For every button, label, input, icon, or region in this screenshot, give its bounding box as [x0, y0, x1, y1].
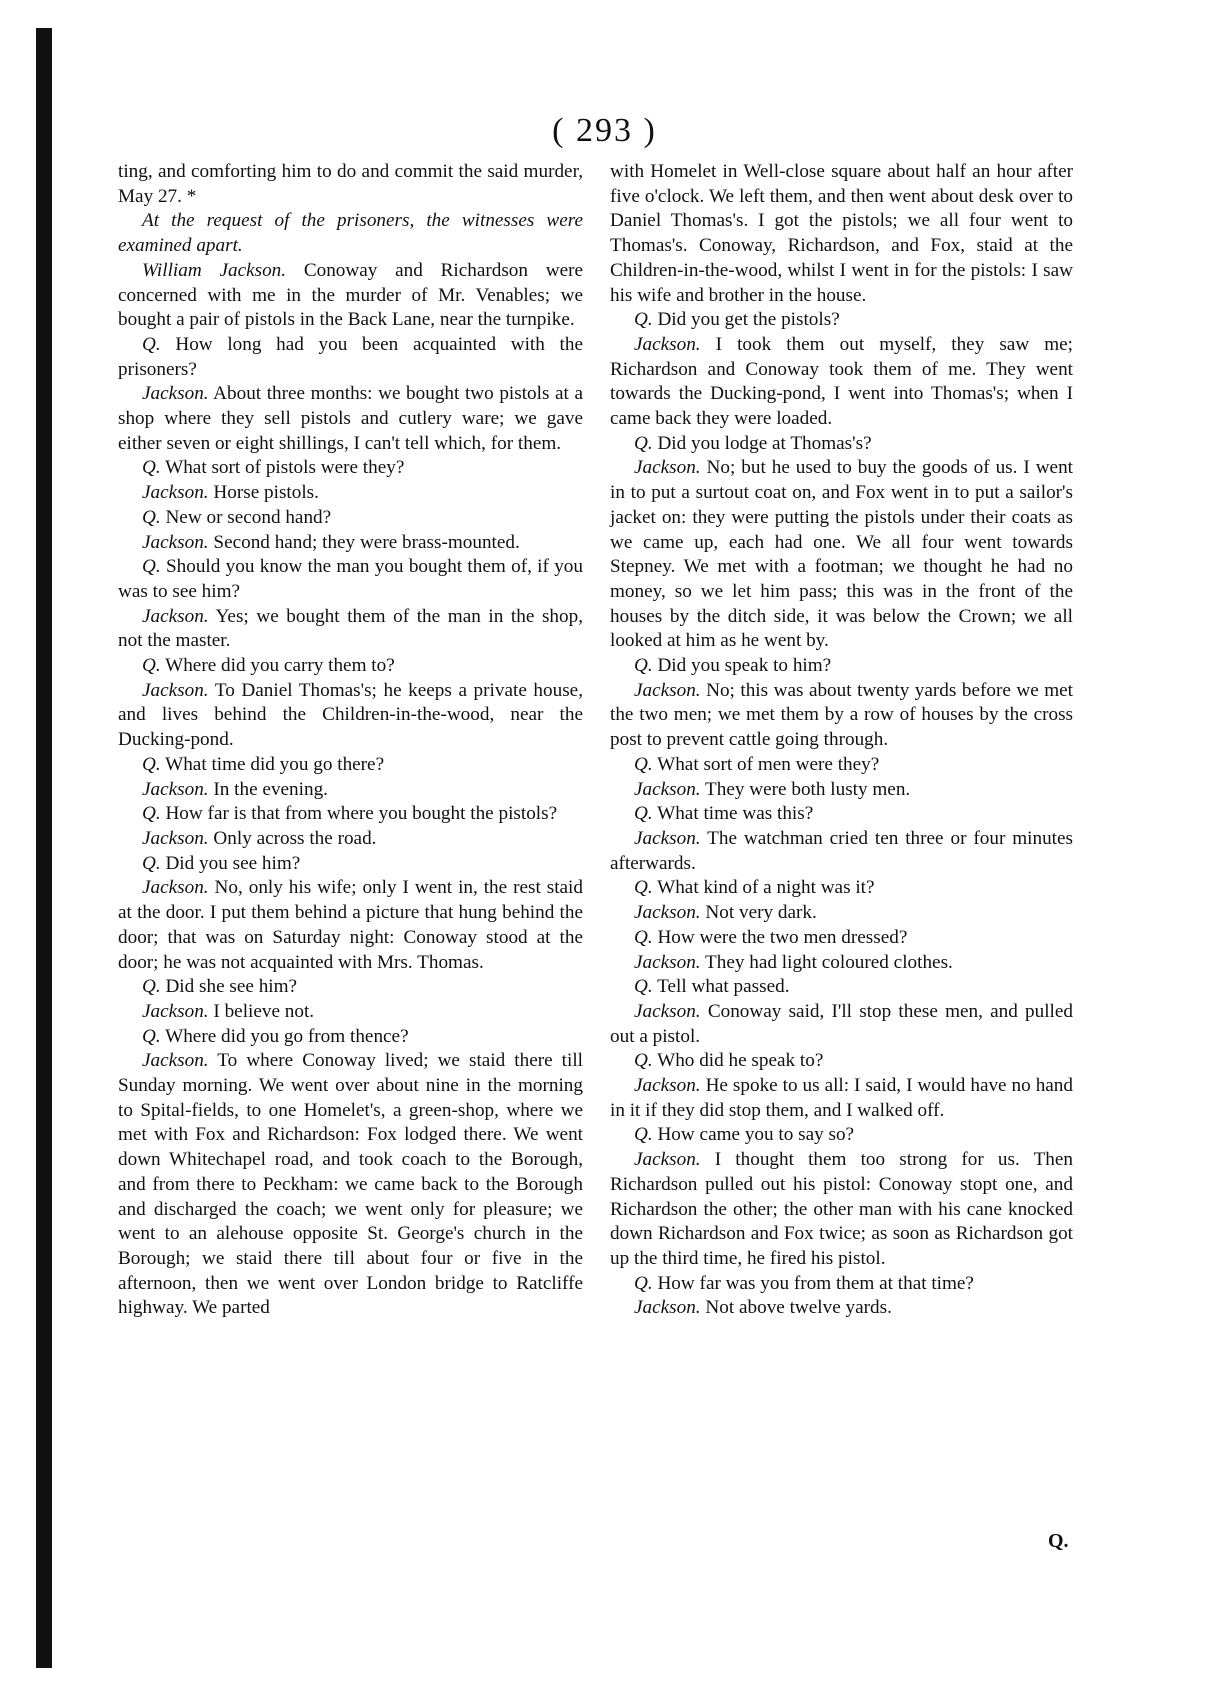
- paragraph-text: To where Conoway lived; we staid there till Sunday morning. We went over about nine in the morning to Spital-fields, to one Homelet's, a green-shop, where we met with Fox and Richardson: Fox lodged there. We went down Whitechapel road, and took coach to the Borough, and from there to Peckham: we came back to the Borough and discharged the coach; we went only for pleasure; we went to an alehouse opposite St. George's church in the Borough; we staid there till about four or five in the afternoon, then we went over London bridge to Ratcliffe highway. We parted: [118, 1050, 583, 1319]
- paragraph-text: Only across the road.: [208, 827, 377, 849]
- speaker-label: Jackson.: [142, 679, 209, 701]
- speaker-label: Jackson.: [634, 778, 701, 800]
- paragraph: [610, 1296, 1073, 1321]
- paragraph: [118, 456, 583, 481]
- paragraph: [118, 1049, 583, 1321]
- paragraph-text: How came you to say so?: [652, 1124, 855, 1146]
- speaker-label: Q.: [634, 877, 653, 899]
- speaker-label: Q.: [634, 1272, 653, 1294]
- speaker-label: Q.: [142, 556, 161, 578]
- paragraph-text: I thought them too strong for us. Then Richardson pulled out his pistol: Conoway stopt one, and Richardson the other; the other man with his cane knocked down Richardson and Fox twice; as soon as Richardson got up the third time, he fired his pistol.: [610, 1149, 1073, 1269]
- paragraph-text: No; but he used to buy the goods of us. I went in to put a surtout coat on, and Fox went in to put a sailor's jacket on: they were putting the pistols under their coats as we came up, each had one. We all four went towards Stepney. We met with a footman; we thought he had no money, so we let him pass; this was in the front of the houses by the ditch side, it was below the Crown; we all looked at him as he went by.: [610, 457, 1073, 652]
- paragraph: [610, 827, 1073, 876]
- speaker-label: Q.: [142, 506, 161, 528]
- paragraph: [118, 160, 583, 209]
- paragraph: [118, 1000, 583, 1025]
- paragraph: [118, 778, 583, 803]
- paragraph: [118, 209, 583, 258]
- speaker-label: Jackson.: [142, 605, 209, 627]
- speaker-label: Q.: [142, 457, 161, 479]
- paragraph: [118, 382, 583, 456]
- paragraph: [118, 506, 583, 531]
- speaker-label: Jackson.: [634, 679, 701, 701]
- speaker-label: Jackson.: [142, 778, 209, 800]
- paragraph: [610, 1272, 1073, 1297]
- paragraph: [118, 852, 583, 877]
- paragraph-text: Who did he speak to?: [652, 1050, 824, 1072]
- paragraph: [118, 753, 583, 778]
- speaker-label: Q.: [142, 803, 161, 825]
- paragraph-text: Did you speak to him?: [652, 655, 832, 677]
- paragraph-text: In the evening.: [208, 778, 328, 800]
- paragraph-text: ting, and comforting him to do and commit the said murder, May 27. *: [118, 161, 583, 207]
- paragraph-text: Where did you carry them to?: [160, 655, 395, 677]
- paragraph: [610, 1000, 1073, 1049]
- speaker-label: Q.: [634, 926, 653, 948]
- speaker-label: Q.: [634, 1050, 653, 1072]
- paragraph: [118, 827, 583, 852]
- paragraph: [610, 1049, 1073, 1074]
- paragraph: [610, 308, 1073, 333]
- speaker-label: Q.: [634, 753, 653, 775]
- speaker-label: Jackson.: [634, 1297, 701, 1319]
- paragraph: [610, 951, 1073, 976]
- speaker-label: Jackson.: [142, 827, 209, 849]
- paragraph-text: No, only his wife; only I went in, the rest staid at the door. I put them behind a picture that hung behind the door; that was on Saturday night: Conoway stood at the door; he was not acquainted with Mrs. Thomas.: [118, 877, 583, 973]
- speaker-label: Q.: [142, 1025, 161, 1047]
- speaker-label: Jackson.: [634, 1149, 701, 1171]
- paragraph: [610, 432, 1073, 457]
- paragraph-text: Should you know the man you bought them of, if you was to see him?: [118, 556, 583, 602]
- paragraph-text: I believe not.: [208, 1000, 315, 1022]
- speaker-label: Q.: [634, 803, 653, 825]
- paragraph-text: How long had you been acquainted with the prisoners?: [118, 333, 583, 380]
- speaker-label: Jackson.: [634, 1000, 701, 1022]
- page-number: ( 293 ): [552, 112, 657, 149]
- paragraph-text: I took them out myself, they saw me; Richardson and Conoway took them of me. They went towards the Ducking-pond, I went into Thomas's; when I came back they were loaded.: [610, 333, 1073, 430]
- paragraph-text: What sort of men were they?: [652, 753, 880, 775]
- paragraph: [610, 876, 1073, 901]
- paragraph: [610, 1074, 1073, 1123]
- paragraph-text: Not above twelve yards.: [700, 1297, 892, 1319]
- speaker-label: Jackson.: [142, 877, 209, 899]
- speaker-label: Jackson.: [634, 1075, 701, 1097]
- speaker-label: Jackson.: [634, 333, 701, 355]
- paragraph: [118, 531, 583, 556]
- speaker-label: Jackson.: [142, 1050, 209, 1072]
- paragraph: [118, 555, 583, 604]
- paragraph-text: Did she see him?: [160, 976, 298, 998]
- speaker-label: Jackson.: [142, 531, 209, 553]
- paragraph-text: Tell what passed.: [652, 976, 790, 998]
- paragraph: [610, 778, 1073, 803]
- paragraph: [118, 1025, 583, 1050]
- paragraph-text: At the request of the prisoners, the witnesses were examined apart.: [118, 210, 583, 257]
- paragraph: [118, 876, 583, 975]
- paragraph-text: Did you lodge at Thomas's?: [652, 432, 872, 454]
- speaker-label: Jackson.: [142, 1000, 209, 1022]
- speaker-label: Q.: [634, 1124, 653, 1146]
- paragraph-text: How far is that from where you bought the pistols?: [160, 803, 558, 825]
- paragraph: [610, 456, 1073, 654]
- paragraph-text: What sort of pistols were they?: [160, 457, 405, 479]
- paragraph: [610, 1148, 1073, 1272]
- paragraph: [610, 333, 1073, 432]
- paragraph-text: Horse pistols.: [208, 482, 319, 504]
- speaker-label: Jackson.: [634, 827, 701, 849]
- paragraph: [118, 654, 583, 679]
- paragraph: [610, 753, 1073, 778]
- paragraph-text: New or second hand?: [160, 506, 332, 528]
- speaker-label: Q.: [142, 333, 161, 355]
- catchword: Q.: [1048, 1530, 1069, 1552]
- paragraph-text: Conoway said, I'll stop these men, and pulled out a pistol.: [610, 1000, 1073, 1047]
- paragraph: [610, 679, 1073, 753]
- speaker-label: Jackson.: [634, 902, 701, 924]
- paragraph-text: Not very dark.: [700, 902, 817, 924]
- speaker-label: Jackson.: [634, 457, 701, 479]
- paragraph-text: Where did you go from thence?: [160, 1025, 409, 1047]
- paragraph-text: How far was you from them at that time?: [652, 1272, 974, 1294]
- paragraph-text: They were both lusty men.: [700, 778, 911, 800]
- paragraph: [118, 333, 583, 382]
- paragraph: [610, 901, 1073, 926]
- paragraph: [118, 259, 583, 333]
- paragraph-text: They had light coloured clothes.: [700, 951, 953, 973]
- speaker-label: Q.: [142, 852, 161, 874]
- speaker-label: Q.: [142, 753, 161, 775]
- paragraph-text: He spoke to us all: I said, I would have no hand in it if they did stop them, and I walked off.: [610, 1075, 1073, 1121]
- speaker-label: Q.: [142, 655, 161, 677]
- page-spine-shadow: [36, 28, 52, 1668]
- paragraph-text: What time was this?: [652, 803, 814, 825]
- paragraph-text: No; this was about twenty yards before we met the two men; we met them by a row of houses by the cross post to prevent cattle going through.: [610, 679, 1073, 751]
- speaker-label: Q.: [634, 309, 653, 331]
- paragraph: [118, 975, 583, 1000]
- paragraph-text: Did you see him?: [160, 852, 301, 874]
- paragraph: [610, 926, 1073, 951]
- paragraph: [610, 160, 1073, 308]
- speaker-label: Q.: [634, 432, 653, 454]
- paragraph: [610, 654, 1073, 679]
- paragraph-text: What time did you go there?: [160, 753, 385, 775]
- paragraph-text: The watchman cried ten three or four minutes afterwards.: [610, 827, 1073, 874]
- speaker-label: Q.: [634, 655, 653, 677]
- paragraph: [118, 679, 583, 753]
- speaker-label: William Jackson.: [142, 259, 287, 281]
- paragraph-text: To Daniel Thomas's; he keeps a private house, and lives behind the Children-in-the-wood, near the Ducking-pond.: [118, 679, 583, 751]
- speaker-label: Jackson.: [142, 383, 209, 405]
- paragraph: [118, 802, 583, 827]
- speaker-label: Jackson.: [142, 482, 209, 504]
- paragraph-text: Did you get the pistols?: [652, 309, 840, 331]
- paragraph-text: Conoway and Richardson were concerned with me in the murder of Mr. Venables; we bought a pair of pistols in the Back Lane, near the turnpike.: [118, 259, 584, 331]
- paragraph-text: Second hand; they were brass-mounted.: [208, 531, 520, 553]
- paragraph-text: What kind of a night was it?: [652, 877, 875, 899]
- paragraph: [610, 1123, 1073, 1148]
- right-column: [610, 160, 1073, 1321]
- paragraph: [118, 481, 583, 506]
- paragraph: [610, 975, 1073, 1000]
- left-column: [118, 160, 583, 1321]
- speaker-label: Q.: [634, 976, 653, 998]
- paragraph: [610, 802, 1073, 827]
- paragraph-text: Yes; we bought them of the man in the shop, not the master.: [118, 605, 583, 652]
- paragraph: [118, 605, 583, 654]
- speaker-label: Jackson.: [634, 951, 701, 973]
- paragraph-text: with Homelet in Well-close square about half an hour after five o'clock. We left them, and then went about desk over to Daniel Thomas's. I got the pistols; we all four went to Thomas's. Conoway, Richardson, and Fox, staid at the Children-in-the-wood, whilst I went in for the pistols: I saw his wife and brother in the house.: [610, 161, 1073, 306]
- paragraph-text: How were the two men dressed?: [652, 926, 908, 948]
- speaker-label: Q.: [142, 976, 161, 998]
- paragraph-text: About three months: we bought two pistols at a shop where they sell pistols and cutlery ware; we gave either seven or eight shillings, I can't tell which, for them.: [118, 383, 583, 454]
